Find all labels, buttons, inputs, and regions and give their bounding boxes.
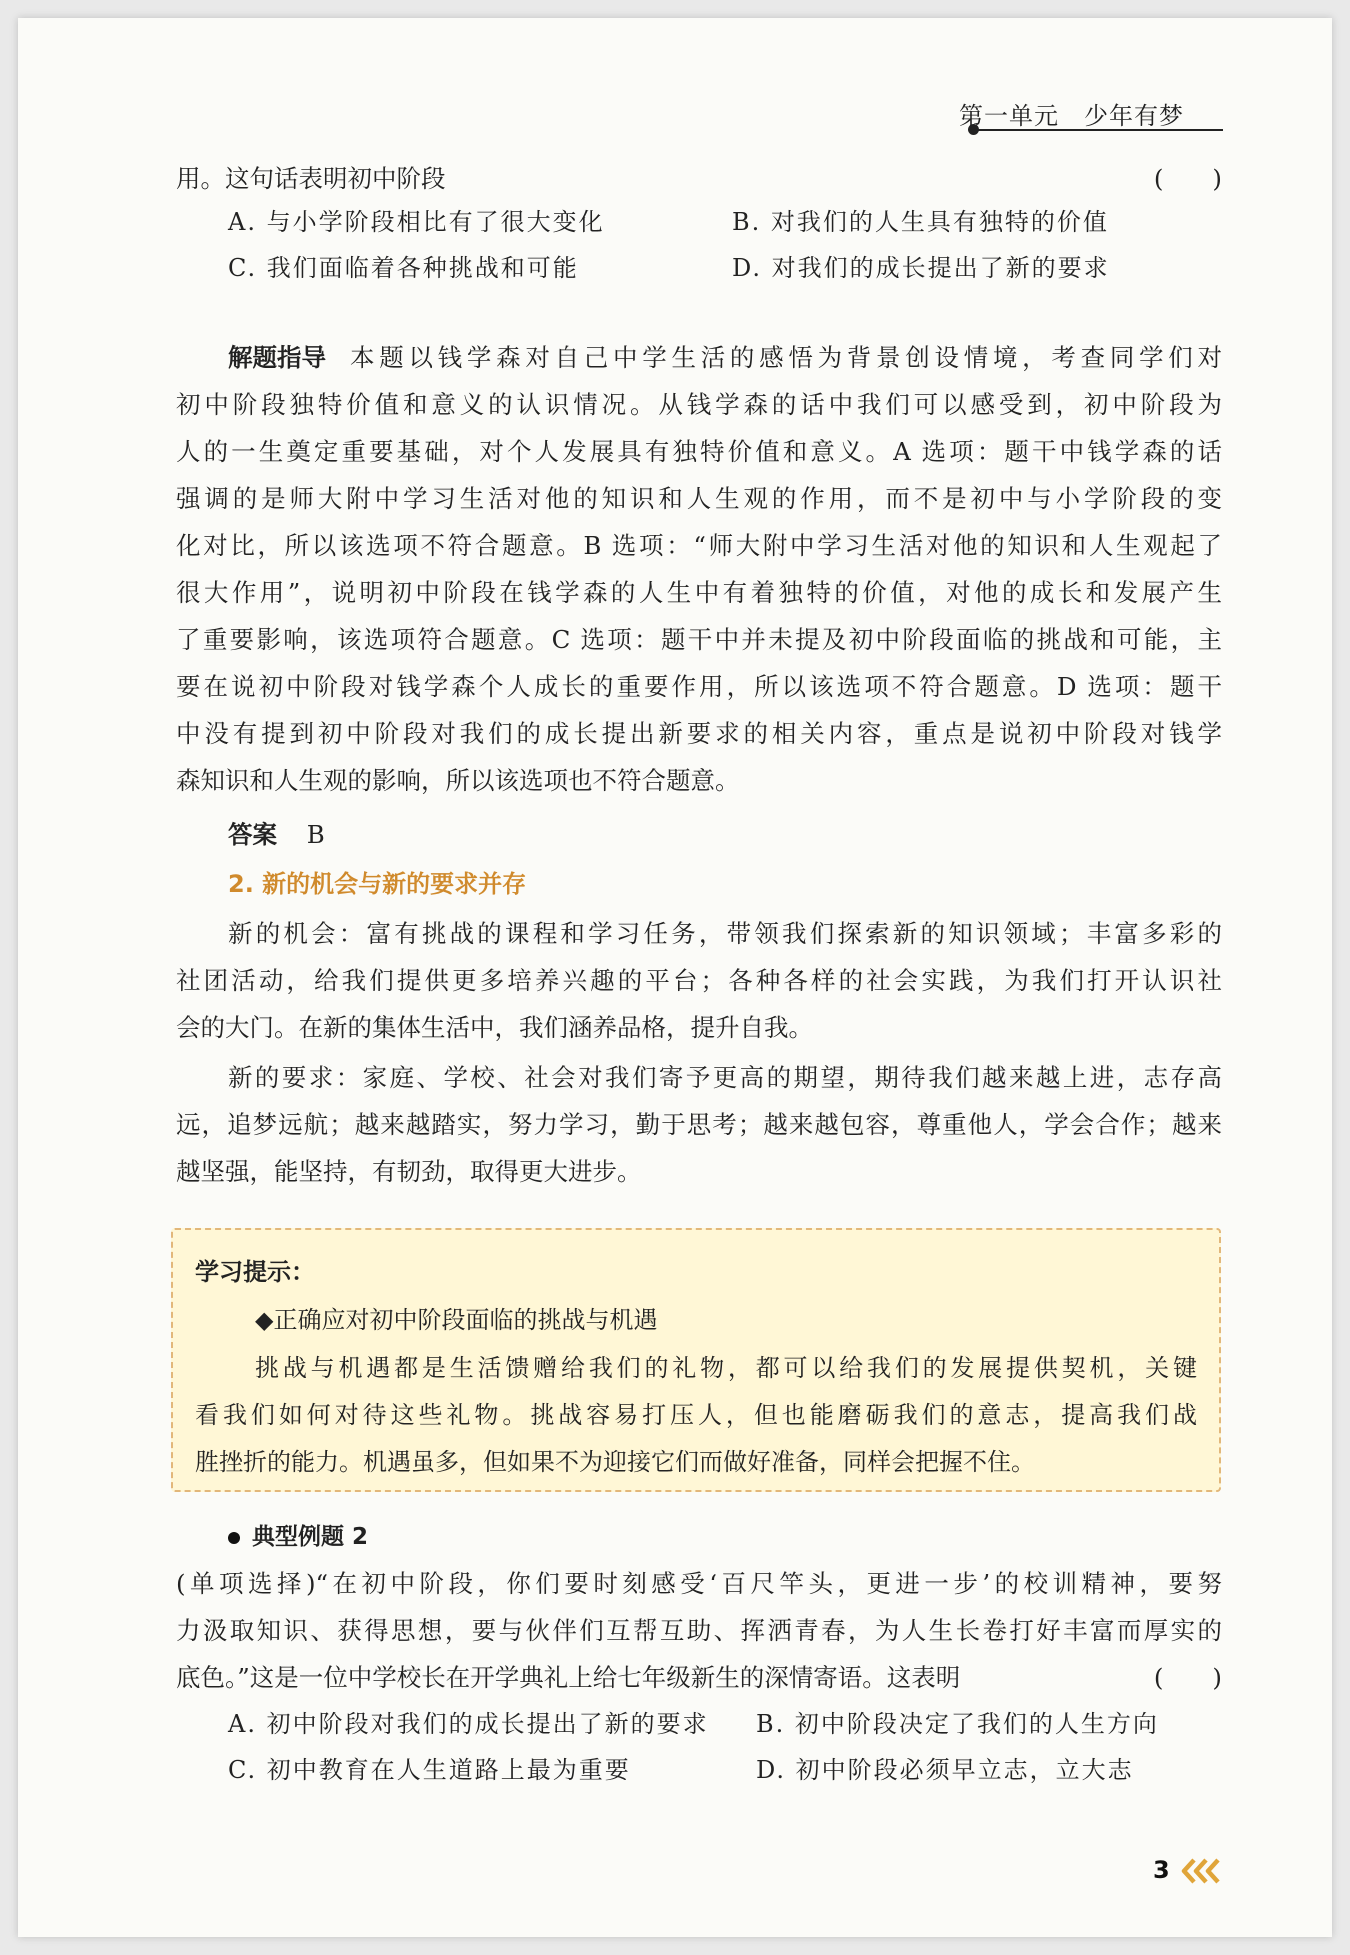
q1-option-d: D. 对我们的成长提出了新的要求 xyxy=(732,254,1110,282)
example2-option-b: B. 初中阶段决定了我们的人生方向 xyxy=(756,1710,1159,1738)
example2-option-c: C. 初中教育在人生道路上最为重要 xyxy=(228,1756,631,1784)
section-title-text: 2. 新的机会与新的要求并存 xyxy=(228,870,527,898)
paragraph-line: 会的大门。在新的集体生活中，我们涵养品格，提升自我。 xyxy=(176,1013,813,1042)
stem-line: 底色。”这是一位中学校长在开学典礼上给七年级新生的深情寄语。这表明 xyxy=(176,1663,961,1692)
tip-title: 学习提示： xyxy=(195,1258,315,1286)
section2-paragraph-1 xyxy=(176,915,1222,1065)
answer-label: 答案 xyxy=(228,820,277,849)
q1-answer xyxy=(176,816,1222,856)
guide-line: 本题以钱学森对自己中学生活的感悟为背景创设情境，考查同学们对 xyxy=(350,343,1222,372)
tip-subtitle: ◆正确应对初中阶段面临的挑战与机遇 xyxy=(255,1306,658,1334)
guide-line: 初中阶段独特价值和意义的认识情况。从钱学森的话中我们可以感受到，初中阶段为 xyxy=(176,390,1222,419)
paragraph-line: 远，追梦远航；越来越踏实，努力学习，勤于思考；越来越包容，尊重他人，学会合作；越来 xyxy=(176,1110,1222,1139)
paragraph-line: 新的机会：富有挑战的课程和学习任务，带领我们探索新的知识领域；丰富多彩的 xyxy=(228,919,1222,948)
guide-label: 解题指导 xyxy=(228,343,326,372)
q1-options xyxy=(176,202,1222,292)
paragraph-line: 越坚强，能坚持，有韧劲，取得更大进步。 xyxy=(176,1157,642,1186)
unit-header: 第一单元 少年有梦 xyxy=(959,102,1184,130)
example2-stem xyxy=(176,1565,1222,1715)
q1-option-b: B. 对我们的人生具有独特的价值 xyxy=(732,208,1109,236)
guide-line: 很大作用”，说明初中阶段在钱学森的人生中有着独特的价值，对他的成长和发展产生 xyxy=(176,578,1222,607)
example-heading xyxy=(176,1518,1222,1558)
example2-option-d: D. 初中阶段必须早立志，立大志 xyxy=(756,1756,1134,1784)
study-tip-box xyxy=(171,1228,1221,1492)
guide-line: 人的一生奠定重要基础，对个人发展具有独特价值和意义。A 选项：题干中钱学森的话 xyxy=(176,437,1222,466)
example2-options xyxy=(176,1704,1222,1794)
answer-value: B xyxy=(306,820,325,849)
stem-line: (单项选择)“在初中阶段，你们要时刻感受‘百尺竿头，更进一步’的校训精神，要努 xyxy=(176,1569,1222,1598)
stem-line: 力汲取知识、获得思想，要与伙伴们互帮互助、挥洒青春，为人生长卷打好丰富而厚实的 xyxy=(176,1616,1222,1645)
guide-line: 要在说初中阶段对钱学森个人成长的重要作用，所以该选项不符合题意。D 选项：题干 xyxy=(176,672,1222,701)
chevrons-left-icon xyxy=(1180,1858,1220,1884)
tip-line: 挑战与机遇都是生活馈赠给我们的礼物，都可以给我们的发展提供契机，关键 xyxy=(255,1354,1197,1382)
bullet-icon xyxy=(228,1532,240,1544)
guide-line: 中没有提到初中阶段对我们的成长提出新要求的相关内容，重点是说初中阶段对钱学 xyxy=(176,719,1222,748)
guide-line: 强调的是师大附中学习生活对他的知识和人生观的作用，而不是初中与小学阶段的变 xyxy=(176,484,1222,513)
paragraph-line: 社团活动，给我们提供更多培养兴趣的平台；各种各样的社会实践，为我们打开认识社 xyxy=(176,966,1222,995)
q1-stem-line: 用。这句话表明初中阶段 xyxy=(176,164,446,193)
guide-line: 化对比，所以该选项不符合题意。B 选项：“师大附中学习生活对他的知识和人生观起了 xyxy=(176,531,1222,560)
example2-answer-paren: ( ) xyxy=(1153,1663,1222,1692)
section-title xyxy=(176,864,1222,904)
section2-paragraph-2 xyxy=(176,1059,1222,1209)
q1-stem xyxy=(176,160,1222,200)
page-number: 3 xyxy=(1153,1856,1170,1884)
q1-guide xyxy=(176,339,1222,809)
page xyxy=(18,18,1332,1937)
tip-line: 胜挫折的能力。机遇虽多，但如果不为迎接它们而做好准备，同样会把握不住。 xyxy=(195,1448,1035,1476)
q1-option-a: A. 与小学阶段相比有了很大变化 xyxy=(228,208,605,236)
tip-line: 看我们如何对待这些礼物。挑战容易打压人，但也能磨砺我们的意志，提高我们战 xyxy=(195,1401,1197,1429)
q1-option-c: C. 我们面临着各种挑战和可能 xyxy=(228,254,579,282)
paragraph-line: 新的要求：家庭、学校、社会对我们寄予更高的期望，期待我们越来越上进，志存高 xyxy=(228,1063,1222,1092)
q1-answer-paren: ( ) xyxy=(1153,164,1222,193)
guide-first-line xyxy=(228,339,1222,374)
example2-option-a: A. 初中阶段对我们的成长提出了新的要求 xyxy=(228,1710,709,1738)
guide-line: 了重要影响，该选项符合题意。C 选项：题干中并未提及初中阶段面临的挑战和可能，主 xyxy=(176,625,1222,654)
example-title: 典型例题 2 xyxy=(252,1524,369,1550)
guide-line: 森知识和人生观的影响，所以该选项也不符合题意。 xyxy=(176,766,740,795)
